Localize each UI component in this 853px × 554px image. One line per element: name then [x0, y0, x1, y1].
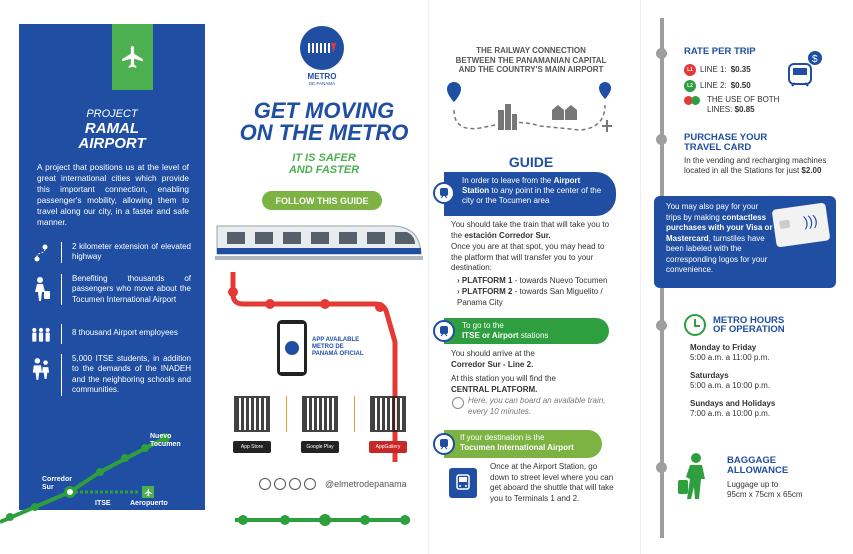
svg-text:$: $	[812, 54, 818, 65]
headline-line1: GET MOVING	[253, 98, 395, 123]
card-title-line2: TRAVEL CARD	[684, 142, 752, 153]
qr-code-app-store[interactable]	[234, 396, 270, 432]
subheadline-line2: AND FASTER	[288, 164, 360, 176]
metro-logo-text: METRO	[307, 72, 337, 81]
social-icons	[259, 478, 316, 490]
feature-text: 8 thousand Airport employees	[72, 328, 178, 337]
pf1: - towards Nuevo Tocumen	[514, 276, 608, 285]
both-lines-icon	[684, 96, 702, 105]
baggage-title-line2: ALLOWANCE	[727, 465, 789, 476]
rate-line2	[684, 80, 751, 92]
line1-badge: L1	[684, 64, 696, 76]
feature-item	[31, 324, 191, 344]
b2-pre: To go to the	[462, 321, 504, 330]
b3-bold: Tocumen International Airport	[460, 443, 574, 452]
l2-price: $0.50	[730, 80, 751, 90]
step2-text	[451, 349, 617, 370]
app-available-text	[312, 337, 364, 358]
map-airport-marker	[142, 486, 154, 498]
both-lines-price-row	[707, 105, 755, 115]
project-description: A project that positions us at the level of great international cities which provide this important connection, enabling passenger's mobility, allowing them to travel along our city, in a faster and safe manner.	[37, 162, 189, 227]
fold-line	[428, 0, 429, 554]
pf2-bold: PLATFORM 2	[461, 287, 513, 296]
hours-day-1: Monday to Friday	[690, 343, 757, 352]
baggage-size: 95cm x 75cm x 65cm	[727, 490, 803, 499]
hours-time-3: 7:00 a.m. a 10:00 p.m.	[690, 409, 771, 418]
card-price: $2.00	[801, 166, 822, 176]
guide-step-2-banner	[444, 318, 609, 344]
timeline-dot	[656, 320, 667, 331]
headline-line2: ON THE METRO	[239, 120, 409, 145]
city-buildings-icon	[498, 104, 517, 130]
both-price: $0.85	[734, 105, 755, 114]
frequency-note: Here, you can board an available train, every 10 minutes.	[468, 396, 606, 416]
app-logo-icon	[285, 341, 299, 355]
timeline-dot	[656, 462, 667, 473]
airplane-icon	[602, 120, 612, 132]
fold-line	[640, 0, 641, 554]
feature-text: Benefiting thousands of passengers who move about the Tocumen International Airport	[72, 274, 191, 304]
metro-logo	[300, 26, 344, 70]
line2-map	[0, 420, 220, 530]
platform-2	[457, 287, 619, 308]
instagram-icon[interactable]	[289, 478, 301, 490]
chevron-right-icon: ›	[457, 276, 460, 285]
project-label: PROJECT	[86, 108, 138, 120]
app-store-badge[interactable]: App Store	[233, 441, 271, 453]
timeline-dot	[656, 134, 667, 145]
employees-icon	[31, 326, 51, 344]
l1-price: $0.35	[730, 64, 751, 74]
clock-icon	[452, 397, 464, 409]
platform-1	[457, 276, 619, 287]
app-gallery-badge[interactable]: AppGallery	[369, 441, 407, 453]
subheadline-line1: IT IS SAFER	[292, 152, 356, 164]
passenger-icon	[31, 276, 51, 302]
t4: At this station you will find the	[451, 374, 556, 383]
hours-time-1: 5:00 a.m. a 11:00 p.m.	[690, 353, 770, 362]
b1-post: to any point in the center of the city or the Tocumen area	[462, 186, 602, 205]
train-icon	[433, 433, 455, 455]
step2-text2	[451, 374, 617, 395]
airplane-icon	[144, 488, 153, 497]
pay1: You may also pay for your trips by making	[666, 202, 759, 222]
location-pin-icon	[599, 82, 611, 99]
card-title-line1: PURCHASE YOUR	[684, 132, 768, 143]
map-label-aeropuerto: Aeropuerto	[130, 500, 168, 507]
facebook-icon[interactable]	[274, 478, 286, 490]
hours-title-line2: OF OPERATION	[713, 324, 785, 335]
app-line3: PANAMÁ OFICIAL	[312, 351, 364, 357]
pf1-bold: PLATFORM 1	[461, 276, 513, 285]
divider	[354, 396, 355, 432]
b1-bold: Airport Station	[462, 176, 581, 195]
rate-line1	[684, 64, 751, 76]
b2-post: stations	[520, 331, 549, 340]
metro-train-illustration	[215, 218, 423, 264]
railway-heading	[440, 46, 622, 75]
line2-badge: L2	[684, 80, 696, 92]
both-lines-label: THE USE OF BOTH	[707, 95, 780, 104]
t1: You should take the train that will take you to the	[451, 220, 610, 240]
card-text	[684, 156, 834, 177]
l1-label: LINE 1:	[700, 64, 727, 74]
phone-illustration	[277, 320, 307, 376]
clock-icon	[684, 314, 706, 336]
baggage-text: Luggage up to	[727, 480, 779, 489]
railway-heading-line3: AND THE COUNTRY'S MAIN AIRPORT	[458, 65, 604, 74]
project-title-line1: RAMAL	[84, 120, 140, 137]
feature-text: 2 kilometer extension of elevated highway	[72, 242, 191, 262]
feature-text: 5,000 ITSE students, in addition to the demands of the INADEH and the neighboring schools and communities.	[72, 354, 191, 395]
hours-time-2: 5:00 a.m. a 10:00 p.m.	[690, 381, 771, 390]
qr-code-app-gallery[interactable]	[370, 396, 406, 432]
social-handle: @elmetrodepanama	[325, 479, 407, 489]
step1-text2: Once you are at that spot, you may head to the platform that will transfer you to your destination:	[451, 242, 605, 272]
houses-icon	[552, 105, 577, 120]
divider	[286, 396, 287, 432]
airplane-badge	[112, 24, 153, 90]
card-text-body: In the vending and recharging machines located in all the Stations for just	[684, 156, 827, 176]
l2-label: LINE 2:	[700, 80, 727, 90]
luggage-traveler-icon	[676, 452, 716, 500]
t3-bold: Corredor Sur - Line 2.	[451, 359, 534, 369]
hours-day-2: Saturdays	[690, 371, 729, 380]
t3: You should arrive at the	[451, 349, 535, 358]
timeline-dot	[656, 48, 667, 59]
t4-bold: CENTRAL PLATFORM.	[451, 384, 538, 394]
app-line2: METRO DE	[312, 344, 344, 350]
b2-bold: ITSE or Airport	[462, 331, 519, 340]
shuttle-icon	[449, 468, 477, 498]
route-illustration	[440, 80, 622, 140]
pf2: - towards San Miguelito / Panama City	[457, 287, 603, 307]
guide-step-1-banner	[444, 172, 616, 216]
guide-step-3-banner	[444, 430, 602, 458]
metro-logo-subtext: DE PANAMÁ	[308, 81, 336, 86]
students-icon	[31, 356, 51, 382]
b1-pre: In order to leave from the	[462, 176, 552, 185]
contactless-card-icon: )))	[772, 202, 831, 247]
pay2: , turnstiles have been labeled with the corresponding logos for your convenience.	[666, 233, 768, 274]
t1-bold: estación Corredor Sur.	[464, 230, 551, 240]
step3-text: Once at the Airport Station, go down to street level where you can get aboard the shuttle that will take you to Terminals 1 and 2.	[490, 462, 614, 503]
google-play-badge[interactable]: Google Play	[301, 441, 339, 453]
hours-title-line1: METRO HOURS	[713, 315, 785, 326]
guide-heading: GUIDE	[508, 154, 554, 170]
metro-logo-icon	[307, 41, 337, 55]
rate-title: RATE PER TRIP	[684, 46, 756, 57]
youtube-icon[interactable]	[304, 478, 316, 490]
map-label-itse: ITSE	[95, 500, 111, 507]
qr-code-google-play[interactable]	[302, 396, 338, 432]
hours-day-3: Sundays and Holidays	[690, 399, 776, 408]
chevron-right-icon: ›	[457, 287, 460, 296]
b3-pre: If your destination is the	[460, 433, 545, 442]
train-fare-icon	[784, 50, 824, 92]
railway-heading-line1: THE RAILWAY CONNECTION	[476, 46, 586, 55]
feature-item	[31, 354, 191, 396]
feature-item	[31, 274, 191, 305]
follow-guide-button[interactable]: FOLLOW THIS GUIDE	[262, 191, 382, 210]
train-icon	[433, 182, 455, 204]
feature-item	[31, 242, 191, 263]
step1-text	[451, 220, 617, 241]
map-label-nuevo-tocumen: Nuevo Tocumen	[150, 433, 181, 448]
twitter-icon[interactable]	[259, 478, 271, 490]
app-line1: APP AVAILABLE	[312, 337, 360, 343]
map-label-corredor-sur: Corredor Sur	[42, 476, 72, 491]
project-title-line2: AIRPORT	[78, 135, 146, 152]
railway-heading-line2: BETWEEN THE PANAMANIAN CAPITAL	[455, 55, 607, 65]
route-icon	[33, 244, 49, 262]
location-pin-icon	[447, 82, 461, 102]
both2: LINES:	[707, 105, 733, 114]
pay-bold: contactless purchases with your Visa or Mastercard	[666, 212, 773, 243]
baggage-title-line1: BAGGAGE	[727, 455, 777, 466]
airplane-icon	[120, 44, 146, 70]
train-icon	[433, 320, 455, 342]
